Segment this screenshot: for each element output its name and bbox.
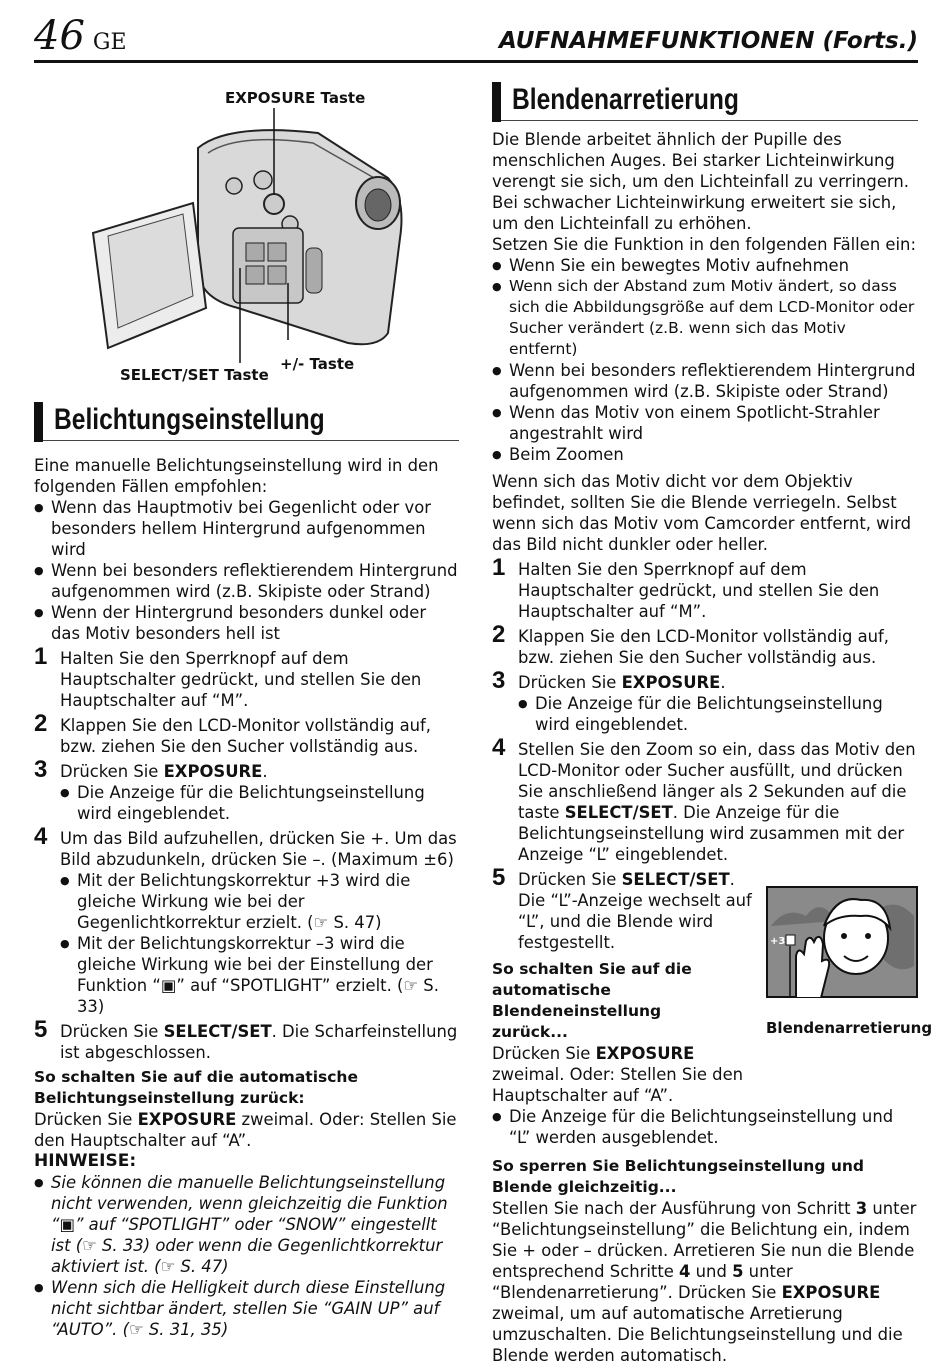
auto-iris-text: Drücken Sie EXPOSURE zweimal. Oder: Stellen Sie den Hauptschalter auf “A”. [492,1044,744,1105]
select-set-button-label: SELECT/SET Taste [120,366,269,384]
list-item: ● Wenn das Motiv von einem Spotlicht-Strahler angestrahlt wird [492,402,918,444]
list-item: ● Sie können die manuelle Belichtungseinstellung nicht verwenden, wenn gleichzeitig die Funktion “▣” auf “SPOTLIGHT” oder “SNOW” eingestellt ist (☞ S. 33) oder wenn die Gegenlichtkorrektur aktiviert ist. (☞ S. 47) [34,1172,459,1277]
step-1: 1 Halten Sie den Sperrknopf auf dem Hauptschalter gedrückt, und stellen Sie den Hauptschalter auf “M”. [492,554,880,621]
list-item: ● Wenn sich die Helligkeit durch diese Einstellung nicht sichtbar ändert, stellen Sie “GAIN UP” auf “AUTO”. (☞ S. 31, 35) [34,1277,459,1340]
list-item: ● Mit der Belichtungskorrektur –3 wird die gleiche Wirkung wie bei der Einstellung der Funktion “▣” auf “SPOTLIGHT” erzielt. (☞ S. 33) [60,933,459,1017]
list-item: ● Wenn bei besonders reflektierendem Hintergrund aufgenommen wird (z.B. Skipiste oder Strand) [34,560,459,602]
auto-exposure-heading: So schalten Sie auf die automatische Belichtungseinstellung zurück: [34,1068,358,1107]
step-1: 1 Halten Sie den Sperrknopf auf dem Hauptschalter gedrückt, und stellen Sie den Hauptschalter auf “M”. [34,643,422,710]
use-cases-list [34,497,459,644]
section-heading-iris-lock: Blendenarretierung [492,80,918,121]
exposure-button-label: EXPOSURE Taste [225,89,366,107]
step-5: 5 Drücken Sie SELECT/SET. Die “L”-Anzeige wechselt auf “L”, und die Blende wird festgestellt. [492,864,752,952]
iris-lock-label: Blendenarretierung [766,1019,933,1037]
page-number: 46 GE [34,13,127,59]
intro-text-2: Setzen Sie die Funktion in den folgenden Fällen ein: [492,235,916,254]
notes-heading: HINWEISE: [34,1151,137,1171]
exposure-value-readout: +3 [770,936,786,947]
chapter-title: AUFNAHMEFUNKTIONEN (Forts.) [498,28,918,54]
left-column [34,400,459,1340]
intro-text: Eine manuelle Belichtungseinstellung wird in den folgenden Fällen empfohlen: [34,456,439,496]
step-4: 4 Um das Bild aufzuhellen, drücken Sie +. Um das Bild abzudunkeln, drücken Sie –. (Maximum ±6) ● Mit der Belichtungskorrektur +3 wird die gleiche Wirkung wie bei der Gegenlichtkorrektur erzielt. (☞ S. 47) ● Mit der Belichtungskorrektur –3 wird die gleiche Wirkung wie bei der Einstellung der Funktion “▣” auf “SPOTLIGHT” erzielt. (☞ S. 33) [34,828,459,1017]
list-item: ● Wenn Sie ein bewegtes Motiv aufnehmen [492,255,918,276]
lock-both-heading: So sperren Sie Belichtungseinstellung und Blende gleichzeitig... [492,1157,864,1196]
use-cases-list [492,255,918,465]
auto-exposure-text: Drücken Sie EXPOSURE zweimal. Oder: Stellen Sie den Hauptschalter auf “A”. [34,1110,457,1150]
list-item: ● Die Anzeige für die Belichtungseinstellung und “L” werden ausgeblendet. [492,1106,918,1148]
list-item: ● Beim Zoomen [492,444,918,465]
section-heading-exposure: Belichtungseinstellung [34,400,459,441]
page-header [34,12,918,63]
auto-iris-heading: So schalten Sie auf die automatische Blendeneinstellung zurück... [492,960,692,1041]
camcorder-illustration [88,108,418,373]
lock-recommendation: Wenn sich das Motiv dicht vor dem Objektiv befindet, sollten Sie die Blende verriegeln. Selbst wenn sich das Motiv vom Camcorder entfernt, wird das Bild nicht dunkler oder heller. [492,472,911,554]
step-4: 4 Stellen Sie den Zoom so ein, dass das Motiv den LCD-Monitor oder Sucher ausfüllt, und drücken Sie anschließend länger als 2 Sekunden auf die taste SELECT/SET. Die Anzeige für die Belichtungseinstellung wird zusammen mit der Anzeige “L” eingeblendet. [492,734,916,864]
list-item: ● Die Anzeige für die Belichtungseinstellung wird eingeblendet. [518,693,918,735]
step-5: 5 Drücken Sie SELECT/SET. Die Scharfeinstellung ist abgeschlossen. [34,1016,458,1062]
step-3: 3 Drücken Sie EXPOSURE. ● Die Anzeige für die Belichtungseinstellung wird eingeblendet. [492,672,918,735]
plus-minus-button-label: +/- Taste [280,355,355,373]
lock-both-text: Stellen Sie nach der Ausführung von Schritt 3 unter “Belichtungseinstellung” die Belichtung ein, indem Sie + oder – drücken. Arretieren Sie nun die Blende entsprechend Schritte 4 und 5 unter “Blendenarretierung”. Drücken Sie EXPOSURE zweimal, um auf automatische Arretierung umzuschalten. Die Belichtungseinstellung und die Blende werden automatisch. [492,1199,917,1365]
step-3: 3 Drücken Sie EXPOSURE. ● Die Anzeige für die Belichtungseinstellung wird eingeblendet. [34,761,459,824]
language-code: GE [92,30,127,55]
heading-bar [34,402,43,442]
intro-text: Die Blende arbeitet ähnlich der Pupille des menschlichen Auges. Bei starker Lichteinwirkung verengt sie sich, um den Lichteinfall zu verringern. Bei schwacher Lichteinwirkung erweitert sie sich, um den Lichteinfall zu erhöhen. [492,130,909,233]
list-item: ● Wenn bei besonders reflektierendem Hintergrund aufgenommen wird (z.B. Skipiste oder Strand) [492,360,918,402]
step-2: 2 Klappen Sie den LCD-Monitor vollständig auf, bzw. ziehen Sie den Sucher vollständig aus. [34,710,432,756]
auto-iris-notes [492,1106,918,1148]
notes-list [34,1172,459,1340]
iris-lock-illustration [766,886,918,998]
list-item: ● Wenn sich der Abstand zum Motiv ändert, so dass sich die Abbildungsgröße auf dem LCD-Monitor oder Sucher verändert (z.B. wenn sich das Motiv entfernt) [492,276,918,360]
list-item: ● Mit der Belichtungskorrektur +3 wird die gleiche Wirkung wie bei der Gegenlichtkorrektur erzielt. (☞ S. 47) [60,870,459,933]
right-column [492,80,918,1366]
heading-bar [492,82,501,122]
step-2: 2 Klappen Sie den LCD-Monitor vollständig auf, bzw. ziehen Sie den Sucher vollständig aus. [492,621,890,667]
list-item: ● Die Anzeige für die Belichtungseinstellung wird eingeblendet. [60,782,459,824]
list-item: ● Wenn der Hintergrund besonders dunkel oder das Motiv besonders hell ist [34,602,459,644]
list-item: ● Wenn das Hauptmotiv bei Gegenlicht oder vor besonders hellem Hintergrund aufgenommen wird [34,497,459,560]
